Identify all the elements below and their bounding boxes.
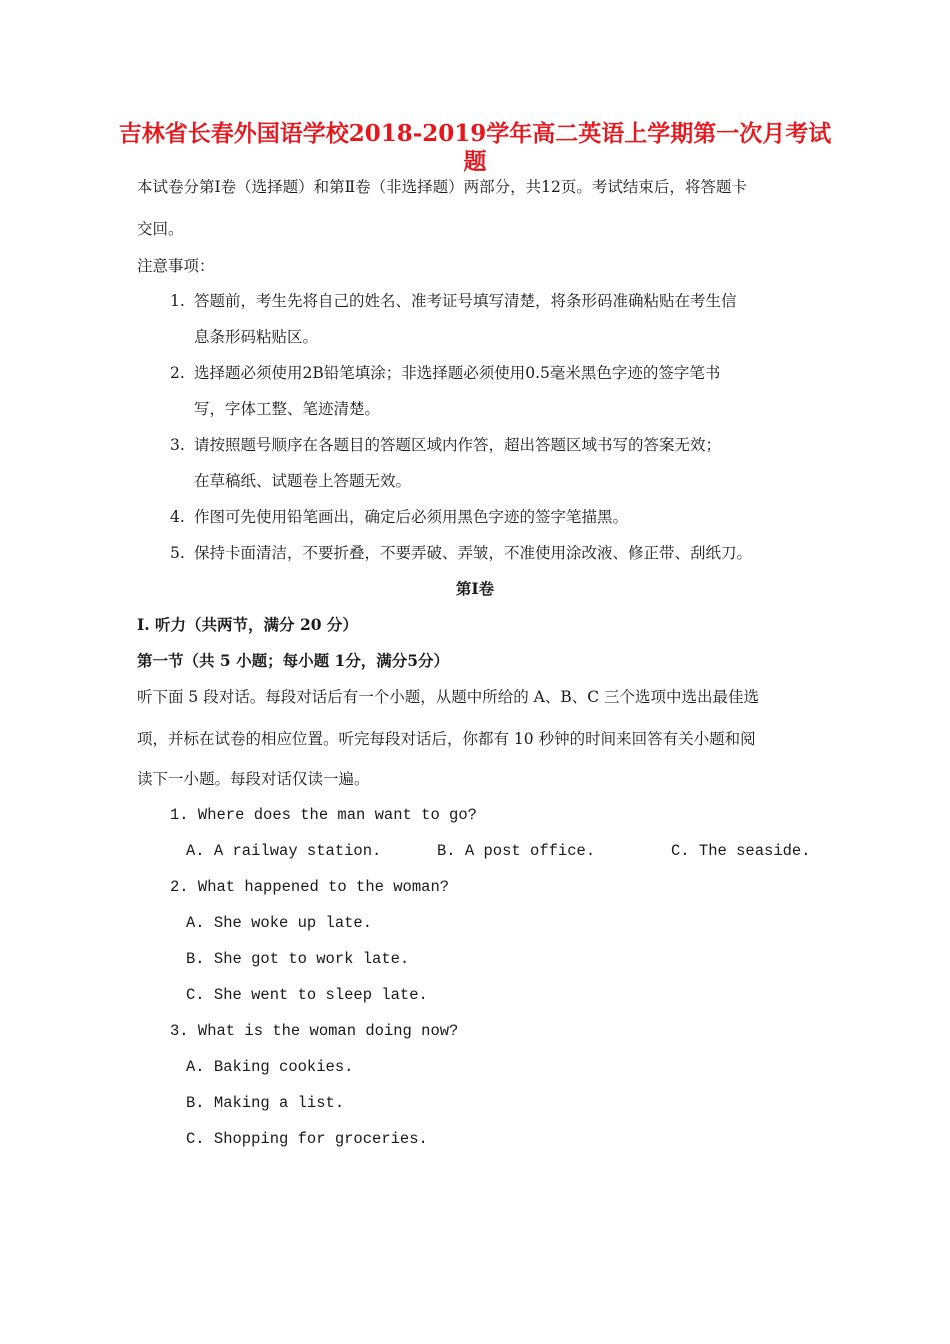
question-1-option-b: B. A post office. [437,842,596,860]
instructions-line-2: 项，并标在试卷的相应位置。听完每段对话后，你都有 10 秒钟的时间来回答有关小题和阅 [137,730,756,748]
note-item-4 [170,507,628,527]
question-3-stem: 3. What is the woman doing now? [170,1022,459,1040]
intro-line-1: 本试卷分第Ⅰ卷（选择题）和第Ⅱ卷（非选择题）两部分，共12页。考试结束后，将答题卡 [137,178,747,196]
note-number: 2. [170,364,185,382]
note-text: 答题前，考生先将自己的姓名、准考证号填写清楚，将条形码准确粘贴在考生信 [194,292,737,310]
note-item-2 [170,363,720,383]
instructions-line-1: 听下面 5 段对话。每段对话后有一个小题，从题中所给的 A、B、C 三个选项中选出最佳选 [137,688,760,706]
part-heading: 第一节（共 5 小题；每小题 1分，满分5分） [137,651,450,670]
note-text: 保持卡面清洁，不要折叠，不要弄破、弄皱，不准使用涂改液、修正带、刮纸刀。 [194,544,753,562]
question-3-option-b: B. Making a list. [186,1094,345,1112]
note-number: 5. [170,544,185,562]
note-number: 1. [170,292,185,310]
question-1-stem: 1. Where does the man want to go? [170,806,477,824]
note-item-3-cont: 在草稿纸、试题卷上答题无效。 [194,472,412,490]
question-1-option-c: C. The seaside. [671,842,811,860]
note-text: 作图可先使用铅笔画出，确定后必须用黑色字迹的签字笔描黑。 [194,508,629,526]
question-3-option-c: C. Shopping for groceries. [186,1130,428,1148]
note-item-2-cont: 写，字体工整、笔迹清楚。 [194,400,381,418]
note-item-3 [170,435,721,455]
question-2-option-a: A. She woke up late. [186,914,373,932]
document-title: 吉林省长春外国语学校2018-2019学年高二英语上学期第一次月考试题 [118,120,832,175]
note-item-5 [170,543,752,563]
volume-heading: 第Ⅰ卷 [455,579,495,598]
note-number: 4. [170,508,185,526]
question-2-stem: 2. What happened to the woman? [170,878,450,896]
intro-line-2: 交回。 [137,220,184,238]
question-2-option-c: C. She went to sleep late. [186,986,428,1004]
note-text: 选择题必须使用2B铅笔填涂；非选择题必须使用0.5毫米黑色字迹的签字笔书 [194,364,721,382]
section-heading: I. 听力（共两节，满分 20 分） [137,615,358,634]
question-2-option-b: B. She got to work late. [186,950,410,968]
note-item-1-cont: 息条形码粘贴区。 [194,328,319,346]
note-text: 请按照题号顺序在各题目的答题区域内作答，超出答题区域书写的答案无效； [194,436,722,454]
question-3-option-a: A. Baking cookies. [186,1058,354,1076]
note-number: 3. [170,436,185,454]
notes-heading: 注意事项： [137,257,215,275]
note-item-1 [170,291,737,311]
question-1-option-a: A. A railway station. [186,842,382,860]
instructions-line-3: 读下一小题。每段对话仅读一遍。 [137,770,370,788]
